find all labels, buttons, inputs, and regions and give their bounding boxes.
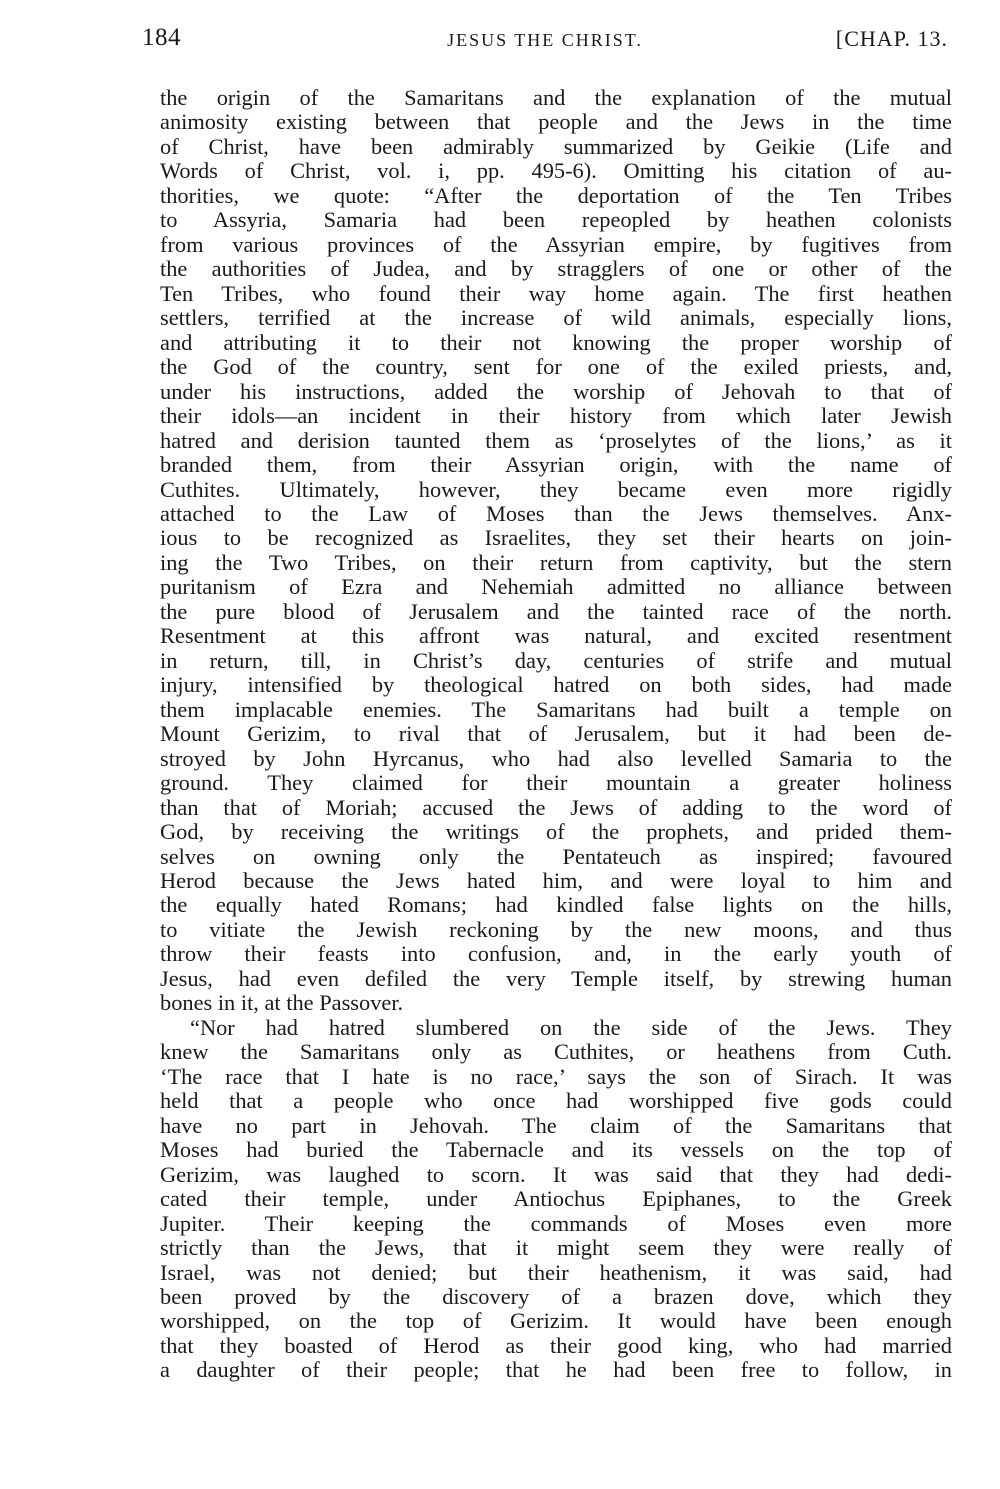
body-text	[160, 86, 952, 1383]
text-line: throw their feasts into confusion, and, in the early youth of	[160, 942, 952, 967]
text-line: thorities, we quote: “After the deportation of the Ten Tribes	[160, 183, 952, 208]
text-line: hatred and derision taunted them as ‘proselytes of the lions,’ as it	[160, 428, 952, 453]
text-line: settlers, terrified at the increase of wild animals, especially lions,	[160, 306, 952, 331]
text-line: worshipped, on the top of Gerizim. It would have been enough	[160, 1309, 952, 1334]
text-line: that they boasted of Herod as their good king, who had married	[160, 1333, 952, 1358]
text-line: than that of Moriah; accused the Jews of adding to the word of	[160, 795, 952, 820]
text-line: Herod because the Jews hated him, and were loyal to him and	[160, 869, 952, 893]
text-line: knew the Samaritans only as Cuthites, or heathens from Cuth.	[160, 1040, 952, 1065]
text-line: and attributing it to their not knowing the proper worship of	[160, 330, 952, 355]
page-header	[142, 24, 948, 60]
text-line: animosity existing between that people and the Jews in the time	[160, 110, 952, 135]
text-line: cated their temple, under Antiochus Epiphanes, to the Greek	[160, 1187, 952, 1212]
text-line: Mount Gerizim, to rival that of Jerusalem, but it had been de-	[160, 722, 952, 747]
text-line: the origin of the Samaritans and the explanation of the mutual	[160, 86, 952, 110]
text-line-paragraph-end: bones in it, at the Passover.	[160, 991, 404, 1016]
text-line: a daughter of their people; that he had been free to follow, in	[160, 1358, 952, 1383]
text-line: the God of the country, sent for one of the exiled priests, and,	[160, 355, 952, 380]
text-line: ‘The race that I hate is no race,’ says the son of Sirach. It was	[160, 1064, 952, 1089]
page-number: 184	[142, 24, 181, 51]
text-line: Cuthites. Ultimately, however, they became even more rigidly	[160, 477, 952, 502]
text-line: strictly than the Jews, that it might seem they were really of	[160, 1236, 952, 1261]
text-line: Resentment at this affront was natural, and excited resentment	[160, 624, 952, 649]
text-line: ground. They claimed for their mountain a greater holiness	[160, 771, 952, 796]
text-line: selves on owning only the Pentateuch as inspired; favoured	[160, 844, 952, 869]
text-line: puritanism of Ezra and Nehemiah admitted no alliance between	[160, 575, 952, 600]
text-line: injury, intensified by theological hatred on both sides, had made	[160, 673, 952, 698]
text-line: held that a people who once had worshipped five gods could	[160, 1089, 952, 1114]
text-line-paragraph-start: “Nor had hatred slumbered on the side of the Jews. They	[190, 1015, 952, 1040]
text-line: Jesus, had even defiled the very Temple itself, by strewing human	[160, 966, 952, 991]
text-line: branded them, from their Assyrian origin, with the name of	[160, 453, 952, 478]
text-line: their idols—an incident in their history from which later Jewish	[160, 404, 952, 429]
chapter-reference: [CHAP. 13.	[835, 26, 948, 51]
text-line: Ten Tribes, who found their way home again. The first heathen	[160, 281, 952, 306]
running-title: JESUS THE CHRIST.	[447, 30, 643, 50]
text-line: have no part in Jehovah. The claim of the Samaritans that	[160, 1113, 952, 1138]
text-line: been proved by the discovery of a brazen dove, which they	[160, 1284, 952, 1309]
text-line: Gerizim, was laughed to scorn. It was said that they had dedi-	[160, 1162, 952, 1187]
text-line: of Christ, have been admirably summarized by Geikie (Life and	[160, 134, 952, 159]
text-line: Israel, was not denied; but their heathenism, it was said, had	[160, 1260, 952, 1285]
text-line: ious to be recognized as Israelites, they set their hearts on join-	[160, 526, 952, 551]
text-line: God, by receiving the writings of the prophets, and prided them-	[160, 820, 952, 845]
text-line: Moses had buried the Tabernacle and its vessels on the top of	[160, 1138, 952, 1163]
text-line: to vitiate the Jewish reckoning by the new moons, and thus	[160, 917, 952, 942]
text-line: stroyed by John Hyrcanus, who had also levelled Samaria to the	[160, 746, 952, 771]
text-line: the authorities of Judea, and by stragglers of one or other of the	[160, 257, 952, 282]
text-line: ing the Two Tribes, on their return from captivity, but the stern	[160, 550, 952, 575]
text-line: the pure blood of Jerusalem and the tainted race of the north.	[160, 599, 952, 624]
text-line: in return, till, in Christ’s day, centuries of strife and mutual	[160, 648, 952, 673]
text-line: Words of Christ, vol. i, pp. 495-6). Omitting his citation of au-	[160, 159, 952, 184]
text-line: the equally hated Romans; had kindled false lights on the hills,	[160, 893, 952, 918]
text-line: Jupiter. Their keeping the commands of Moses even more	[160, 1211, 952, 1236]
text-line: to Assyria, Samaria had been repeopled by heathen colonists	[160, 208, 952, 233]
text-line: from various provinces of the Assyrian empire, by fugitives from	[160, 232, 952, 257]
text-line: attached to the Law of Moses than the Jews themselves. Anx-	[160, 501, 952, 526]
text-line: under his instructions, added the worship of Jehovah to that of	[160, 379, 952, 404]
text-line: them implacable enemies. The Samaritans had built a temple on	[160, 697, 952, 722]
